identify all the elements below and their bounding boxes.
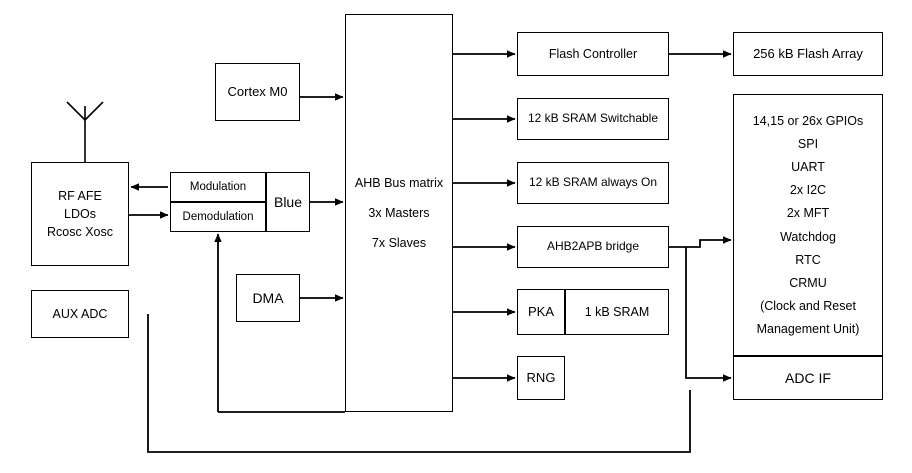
- block-line: SPI: [797, 137, 819, 151]
- block-pka[interactable]: [517, 289, 565, 335]
- block-line: ADC IF: [785, 369, 831, 386]
- block-line: (Clock and Reset: [760, 298, 856, 313]
- block-aux-adc[interactable]: [31, 290, 129, 338]
- block-ahb2apb-bridge[interactable]: [517, 226, 669, 268]
- block-line: Blue: [273, 193, 303, 210]
- block-peripherals[interactable]: [733, 94, 883, 356]
- block-cortex-m0[interactable]: [215, 63, 300, 121]
- block-line: 256 kB Flash Array: [753, 45, 863, 61]
- block-modulation[interactable]: [170, 172, 266, 202]
- block-blue[interactable]: [266, 172, 310, 232]
- block-line: RNG: [526, 369, 556, 385]
- block-line: PKA: [527, 303, 554, 319]
- block-line: Modulation: [189, 180, 247, 193]
- block-flash-controller[interactable]: [517, 32, 669, 76]
- block-line: RF AFE: [58, 188, 102, 203]
- block-line: LDOs: [64, 206, 96, 221]
- antenna-icon: [55, 98, 115, 164]
- block-demodulation[interactable]: [170, 202, 266, 232]
- block-line: 14,15 or 26x GPIOs: [752, 113, 864, 128]
- block-line: 3x Masters: [368, 205, 430, 220]
- block-flash-array[interactable]: [733, 32, 883, 76]
- block-line: 7x Slaves: [371, 236, 427, 251]
- block-line: 1 kB SRAM: [584, 304, 650, 319]
- block-dma[interactable]: [236, 274, 300, 322]
- block-rng[interactable]: [517, 356, 565, 400]
- block-ahb-bus-matrix[interactable]: [345, 14, 453, 412]
- block-line: Cortex M0: [227, 83, 288, 99]
- block-line: DMA: [252, 289, 284, 306]
- block-line: AHB2APB bridge: [546, 239, 640, 254]
- block-line: 12 kB SRAM always On: [528, 175, 658, 190]
- block-line: 12 kB SRAM Switchable: [527, 111, 659, 126]
- block-line: Flash Controller: [548, 46, 638, 61]
- block-rf-afe[interactable]: [31, 162, 129, 266]
- block-line: AUX ADC: [52, 306, 108, 321]
- block-line: CRMU: [789, 275, 827, 290]
- block-line: UART: [791, 160, 825, 175]
- block-line: Rcosc Xosc: [47, 225, 113, 240]
- block-sram-1kb[interactable]: [565, 289, 669, 335]
- block-line: Watchdog: [780, 229, 836, 244]
- block-sram-always-on[interactable]: [517, 162, 669, 204]
- block-adc-if[interactable]: [733, 356, 883, 400]
- block-sram-switchable[interactable]: [517, 98, 669, 140]
- block-line: 2x I2C: [789, 183, 827, 198]
- block-line: Demodulation: [182, 210, 254, 223]
- block-line: 2x MFT: [786, 206, 830, 221]
- block-line: Management Unit): [756, 322, 860, 336]
- block-line: AHB Bus matrix: [354, 175, 444, 190]
- block-line: RTC: [795, 252, 821, 267]
